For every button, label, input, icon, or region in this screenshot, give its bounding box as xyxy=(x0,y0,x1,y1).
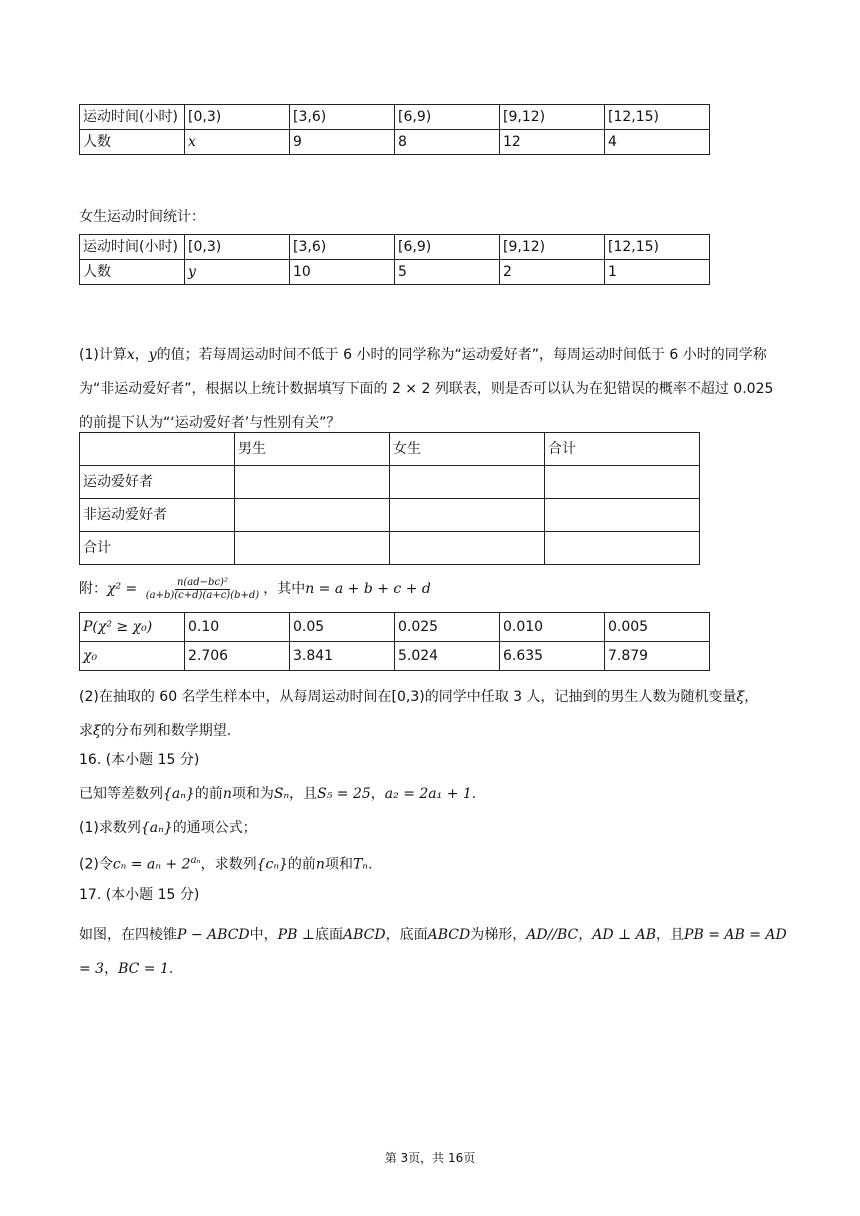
header-label: 运动时间(小时) xyxy=(80,235,185,260)
p17-math: P − ABCD xyxy=(177,927,250,943)
p17-math: PB = AB = AD = 3 xyxy=(79,927,787,977)
var-Sn: Sₙ xyxy=(273,786,290,802)
count-cell: 10 xyxy=(290,260,395,285)
chi-formula xyxy=(79,574,789,604)
count-label: 人数 xyxy=(80,130,185,155)
var-n: n xyxy=(315,856,325,873)
problem-17-title: 17. (本小题 15 分) xyxy=(79,887,200,903)
prob-label: P(χ² ≥ χ₀) xyxy=(80,613,185,642)
p17-text: 如图，在四棱锥 xyxy=(79,927,177,943)
p16-text: 的通项公式； xyxy=(172,820,257,836)
row-label: 合计 xyxy=(80,532,235,565)
chi0-cell: 6.635 xyxy=(500,642,605,671)
interval-cell: [12,15) xyxy=(605,235,710,260)
problem-16-sub2 xyxy=(79,851,789,875)
p16-text: 已知等差数列 xyxy=(79,786,163,802)
chi0-label: χ₀ xyxy=(80,642,185,671)
p17-math: AD ⊥ AB xyxy=(592,927,657,943)
prob-cell: 0.05 xyxy=(290,613,395,642)
empty-cell xyxy=(390,532,545,565)
count-label: 人数 xyxy=(80,260,185,285)
header-label: 运动时间(小时) xyxy=(80,105,185,130)
empty-cell xyxy=(545,532,700,565)
question-2 xyxy=(79,680,789,748)
p16-text: ，求数列 xyxy=(200,856,257,873)
formula-numerator: n(ad−bc)² xyxy=(176,576,228,588)
p17-text: 底面 xyxy=(314,927,343,943)
p16-text: 项和为 xyxy=(231,786,274,802)
seq-an: {aₙ} xyxy=(140,820,173,836)
interval-cell: [6,9) xyxy=(395,235,500,260)
var-n: n xyxy=(222,786,232,802)
p17-math: BC = 1 xyxy=(118,961,169,977)
interval-cell: [3,6) xyxy=(290,235,395,260)
count-cell: 5 xyxy=(395,260,500,285)
empty-cell xyxy=(235,499,390,532)
header-cell xyxy=(80,433,235,466)
formula-prefix: 附： xyxy=(79,581,107,597)
q2-text: 求 xyxy=(79,723,93,739)
header-cell: 女生 xyxy=(390,433,545,466)
prob-cell: 0.010 xyxy=(500,613,605,642)
p17-text: 为梯形， xyxy=(470,927,527,943)
p16-text: 的前 xyxy=(287,856,316,873)
count-cell: 4 xyxy=(605,130,710,155)
seq-cn: {cₙ} xyxy=(256,856,288,873)
p16-text: (1)求数列 xyxy=(79,820,141,836)
female-time-table xyxy=(79,234,710,285)
var-Tn: Tₙ xyxy=(352,856,368,873)
var-x: x xyxy=(126,347,135,363)
formula-rhs: n = a + b + c + d xyxy=(305,581,431,597)
p16-text: (2)令 xyxy=(79,856,113,873)
var-y: y xyxy=(148,347,157,363)
chi0-cell: 7.879 xyxy=(605,642,710,671)
problem-17-stem xyxy=(79,918,789,986)
eq-a2: a₂ = 2a₁ + 1 xyxy=(384,786,472,802)
p16-text: ，且 xyxy=(289,786,318,802)
p17-text: . xyxy=(168,961,174,977)
interval-cell: [0,3) xyxy=(185,105,290,130)
q1-text: (1)计算 xyxy=(79,347,127,363)
interval-cell: [3,6) xyxy=(290,105,395,130)
eq-cn-exponent: aₙ xyxy=(190,855,201,866)
count-cell: 9 xyxy=(290,130,395,155)
problem-16-title: 16. (本小题 15 分) xyxy=(79,752,200,768)
empty-cell xyxy=(390,499,545,532)
formula-middle: ，其中 xyxy=(263,581,306,597)
p17-text: ，且 xyxy=(656,927,685,943)
p16-text: ， xyxy=(370,786,385,802)
empty-cell xyxy=(545,499,700,532)
q2-text: (2)在抽取的 60 名学生样本中，从每周运动时间在[0,3)的同学中任取 3 人，记抽到的男生人数为随机变量 xyxy=(79,689,737,705)
p17-math: PB ⊥ xyxy=(277,927,315,943)
p16-text: . xyxy=(367,856,373,873)
p17-text: ， xyxy=(578,927,593,943)
seq-an: {aₙ} xyxy=(163,786,195,802)
var-xi: ξ xyxy=(736,689,745,705)
empty-cell xyxy=(235,466,390,499)
chi0-cell: 5.024 xyxy=(395,642,500,671)
empty-cell xyxy=(235,532,390,565)
prob-cell: 0.10 xyxy=(185,613,290,642)
p16-text: 的前 xyxy=(194,786,223,802)
prob-cell: 0.005 xyxy=(605,613,710,642)
p17-math: ABCD xyxy=(427,927,471,943)
problem-16-sub1 xyxy=(79,818,789,838)
formula-chi: χ² = xyxy=(107,581,138,597)
male-time-table xyxy=(79,104,710,155)
count-cell: x xyxy=(185,130,290,155)
header-cell: 合计 xyxy=(545,433,700,466)
chi0-cell: 3.841 xyxy=(290,642,395,671)
contingency-table xyxy=(79,432,700,565)
q1-sep: ， xyxy=(134,347,149,363)
chi-square-table xyxy=(79,612,710,671)
q1-text: 的值；若每周运动时间不低于 6 小时的同学称为“运动爱好者”，每周运动时间低于 6 小时的同学称为“非运动爱好者”，根据以上统计数据填写下面的 2 × 2 列联表，则是否可以认为在犯错误的概率不超过 0.025 的前提下认为“‘运动爱好者’与性别有关”？ xyxy=(79,347,774,431)
question-1 xyxy=(79,338,789,440)
interval-cell: [6,9) xyxy=(395,105,500,130)
count-cell: y xyxy=(185,260,290,285)
p17-text: 中， xyxy=(249,927,278,943)
empty-cell xyxy=(390,466,545,499)
q2-text: 的分布列和数学期望. xyxy=(100,723,232,739)
header-cell: 男生 xyxy=(235,433,390,466)
p17-text: ，底面 xyxy=(385,927,428,943)
p17-math: ABCD xyxy=(342,927,386,943)
interval-cell: [9,12) xyxy=(500,235,605,260)
count-cell: 8 xyxy=(395,130,500,155)
count-cell: 2 xyxy=(500,260,605,285)
page-footer: 第 3页，共 16页 xyxy=(384,1151,476,1165)
count-cell: 1 xyxy=(605,260,710,285)
formula-fraction xyxy=(144,577,261,602)
p17-math: AD//BC xyxy=(526,927,579,943)
interval-cell: [9,12) xyxy=(500,105,605,130)
p16-text: 项和 xyxy=(324,856,353,873)
interval-cell: [0,3) xyxy=(185,235,290,260)
var-xi: ξ xyxy=(93,723,101,739)
chi0-cell: 2.706 xyxy=(185,642,290,671)
prob-cell: 0.025 xyxy=(395,613,500,642)
eq-S5: S₅ = 25 xyxy=(317,786,371,802)
q2-sep: ， xyxy=(744,689,759,705)
row-label: 运动爱好者 xyxy=(80,466,235,499)
formula-denominator: (a+b)(c+d)(a+c)(b+d) xyxy=(145,589,260,601)
row-label: 非运动爱好者 xyxy=(80,499,235,532)
p17-text: ， xyxy=(104,961,119,977)
female-caption: 女生运动时间统计： xyxy=(79,209,205,225)
p16-text: . xyxy=(471,786,477,802)
count-cell: 12 xyxy=(500,130,605,155)
problem-16-stem xyxy=(79,784,789,804)
empty-cell xyxy=(545,466,700,499)
interval-cell: [12,15) xyxy=(605,105,710,130)
eq-cn: cₙ = aₙ + 2 xyxy=(112,856,191,873)
